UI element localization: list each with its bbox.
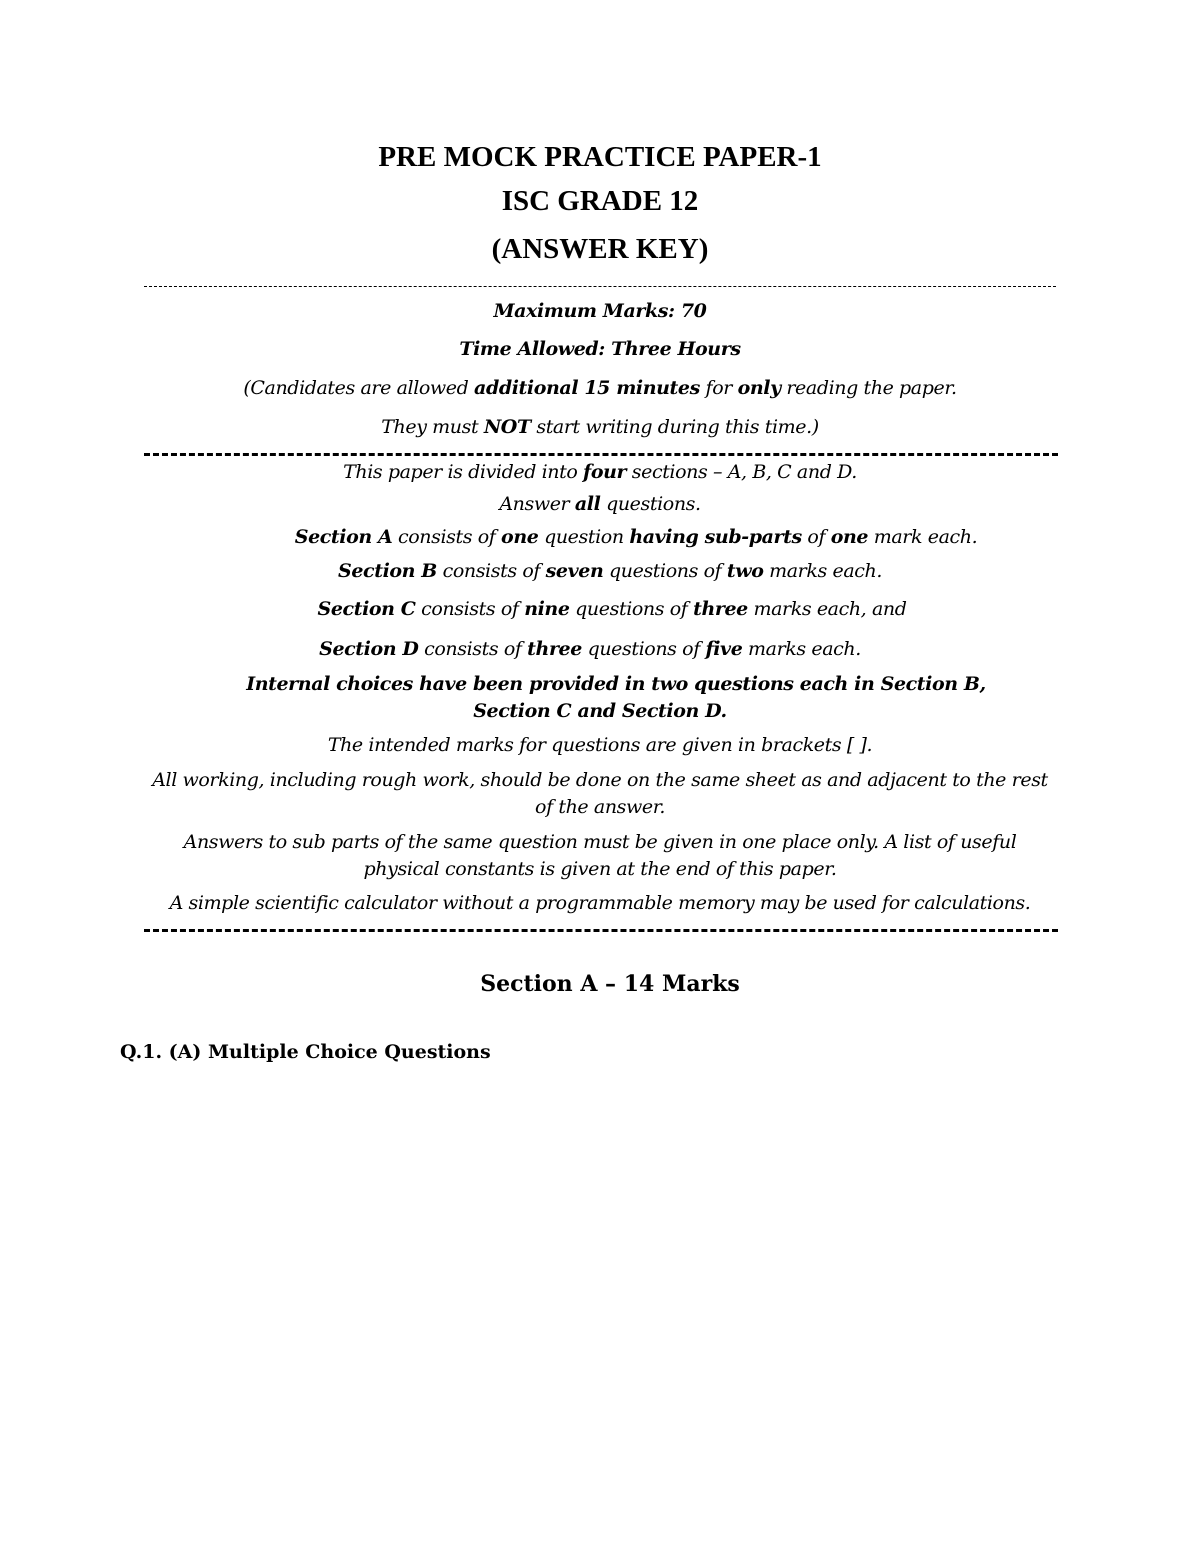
instruction-internal-choice-1: Internal choices have been provided in two questions each in Section B, (246, 673, 986, 695)
instruction-working-2: of the answer. (535, 796, 665, 818)
paper-title: PRE MOCK PRACTICE PAPER-1 (378, 141, 822, 173)
divider-thin (144, 286, 1056, 287)
time-allowed: Time Allowed: Three Hours (459, 338, 741, 360)
instruction-subparts-1: Answers to sub parts of the same question must be given in one place only. A list of useful (183, 831, 1017, 853)
instruction-sections: This paper is divided into four sections – A, B, C and D. (343, 461, 857, 483)
instruction-answer-all: Answer all questions. (499, 493, 701, 515)
instruction-section-a: Section A consists of one question having sub-parts of one mark each. (294, 526, 978, 548)
instruction-calculator: A simple scientific calculator without a programmable memory may be used for calculations. (169, 892, 1031, 914)
instruction-subparts-2: physical constants is given at the end of this paper. (363, 858, 837, 880)
instruction-section-c: Section C consists of nine questions of three marks each, and (317, 598, 907, 620)
divider-thick-bottom (144, 929, 1058, 932)
writing-time-note: They must NOT start writing during this time.) (381, 416, 819, 438)
instruction-internal-choice-2: Section C and Section D. (473, 700, 727, 722)
section-a-heading: Section A – 14 Marks (480, 971, 740, 997)
instruction-marks-brackets: The intended marks for questions are given in brackets [ ]. (327, 734, 873, 756)
divider-thick-top (144, 453, 1058, 456)
instruction-section-b: Section B consists of seven questions of two marks each. (338, 560, 882, 582)
instruction-section-d: Section D consists of three questions of five marks each. (319, 638, 861, 660)
instruction-working-1: All working, including rough work, should be done on the same sheet as and adjacent to the rest (152, 769, 1048, 791)
reading-time-note: (Candidates are allowed additional 15 minutes for only reading the paper. (243, 377, 957, 399)
grade-title: ISC GRADE 12 (501, 185, 699, 217)
answer-key-title: (ANSWER KEY) (491, 233, 709, 265)
question-1-heading: Q.1. (A) Multiple Choice Questions (120, 1041, 491, 1063)
max-marks: Maximum Marks: 70 (493, 300, 707, 322)
